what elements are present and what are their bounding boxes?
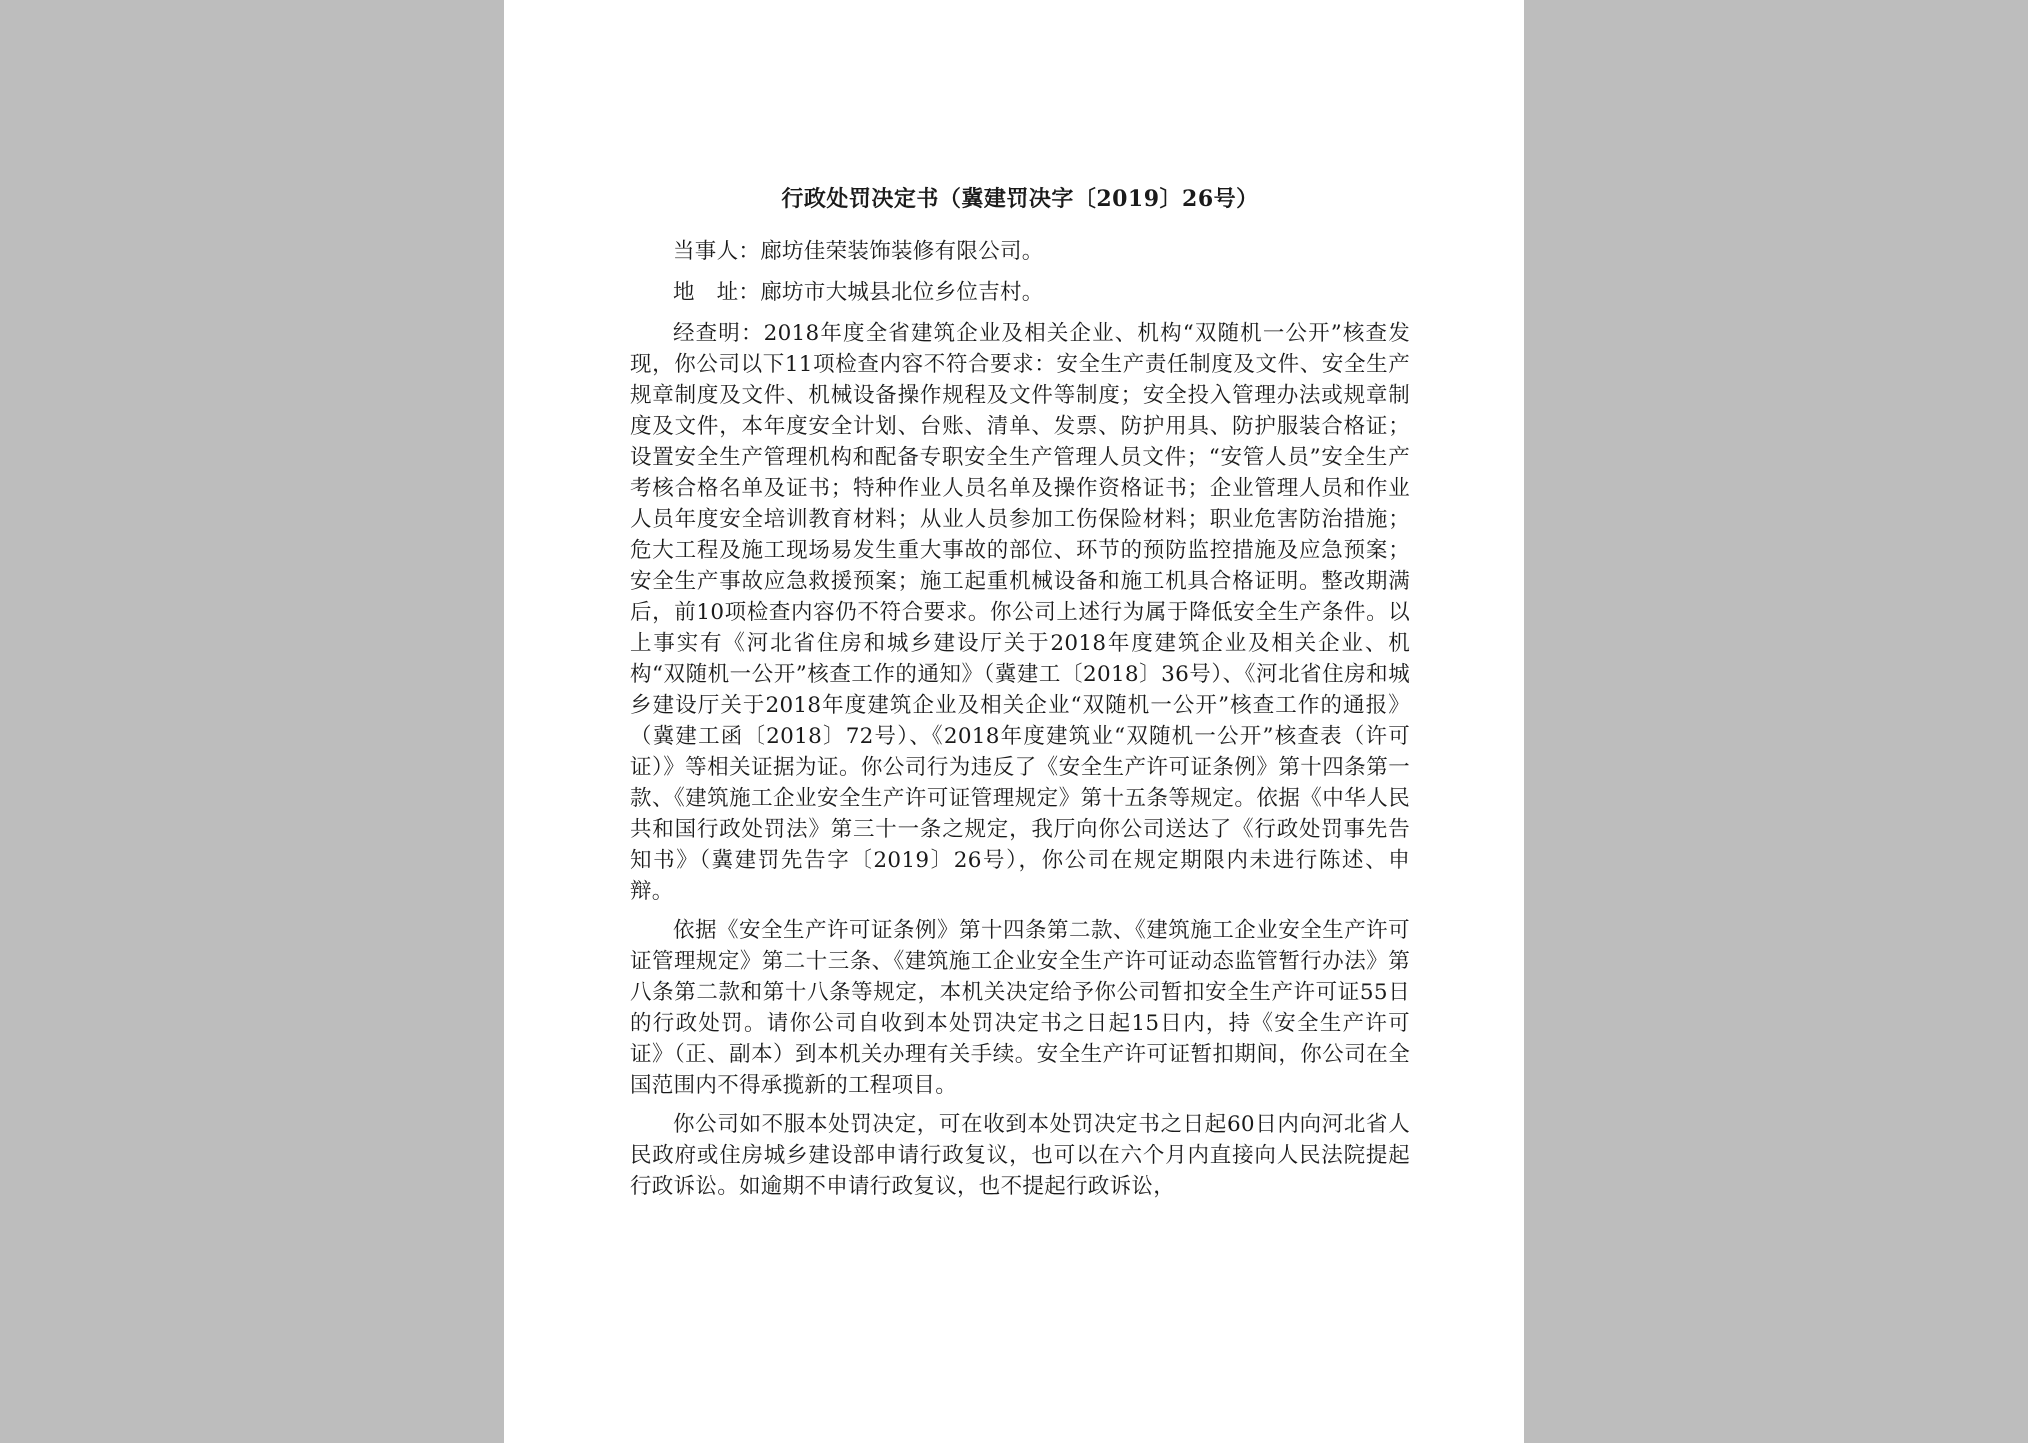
document-title: 行政处罚决定书（冀建罚决字〔2019〕26号） — [781, 186, 1259, 212]
address-line — [630, 277, 1410, 308]
appeal-paragraph: 你公司如不服本处罚决定，可在收到本处罚决定书之日起60日内向河北省人民政府或住房城乡建设部申请行政复议，也可以在六个月内直接向人民法院提起行政诉讼。如逾期不申请行政复议，也不提起行政诉讼， — [630, 1112, 1410, 1199]
decision-paragraph: 依据《安全生产许可证条例》第十四条第二款、《建筑施工企业安全生产许可证管理规定》第二十三条、《建筑施工企业安全生产许可证动态监管暂行办法》第八条第二款和第十八条等规定，本机关决定给予你公司暂扣安全生产许可证55日的行政处罚。请你公司自收到本处罚决定书之日起15日内，持《安全生产许可证》（正、副本）到本机关办理有关手续。安全生产许可证暂扣期间，你公司在全国范围内不得承揽新的工程项目。 — [630, 918, 1410, 1098]
document-body — [630, 182, 1410, 1210]
party-label: 当事人： — [673, 239, 761, 264]
address-label: 地 址： — [673, 280, 761, 305]
document-page — [504, 0, 1524, 1443]
findings-paragraph: 经查明：2018年度全省建筑企业及相关企业、机构“双随机一公开”核查发现，你公司以下11项检查内容不符合要求：安全生产责任制度及文件、安全生产规章制度及文件、机械设备操作规程及文件等制度；安全投入管理办法或规章制度及文件，本年度安全计划、台账、清单、发票、防护用具、防护服装合格证；设置安全生产管理机构和配备专职安全生产管理人员文件；“安管人员”安全生产考核合格名单及证书；特种作业人员名单及操作资格证书；企业管理人员和作业人员年度安全培训教育材料；从业人员参加工伤保险材料；职业危害防治措施；危大工程及施工现场易发生重大事故的部位、环节的预防监控措施及应急预案；安全生产事故应急救援预案；施工起重机械设备和施工机具合格证明。整改期满后，前10项检查内容仍不符合要求。你公司上述行为属于降低安全生产条件。以上事实有《河北省住房和城乡建设厅关于2018年度建筑企业及相关企业、机构“双随机一公开”核查工作的通知》（冀建工〔2018〕36号）、《河北省住房和城乡建设厅关于2018年度建筑企业及相关企业“双随机一公开”核查工作的通报》（冀建工函〔2018〕72号）、《2018年度建筑业“双随机一公开”核查表（许可证）》等相关证据为证。你公司行为违反了《安全生产许可证条例》第十四条第一款、《建筑施工企业安全生产许可证管理规定》第十五条等规定。依据《中华人民共和国行政处罚法》第三十一条之规定，我厅向你公司送达了《行政处罚事先告知书》（冀建罚先告字〔2019〕26号），你公司在规定期限内未进行陈述、申辩。 — [630, 321, 1410, 904]
party-value: 廊坊佳荣装饰装修有限公司。 — [760, 239, 1044, 264]
party-line — [630, 236, 1410, 267]
address-value: 廊坊市大城县北位乡位吉村。 — [760, 280, 1044, 305]
